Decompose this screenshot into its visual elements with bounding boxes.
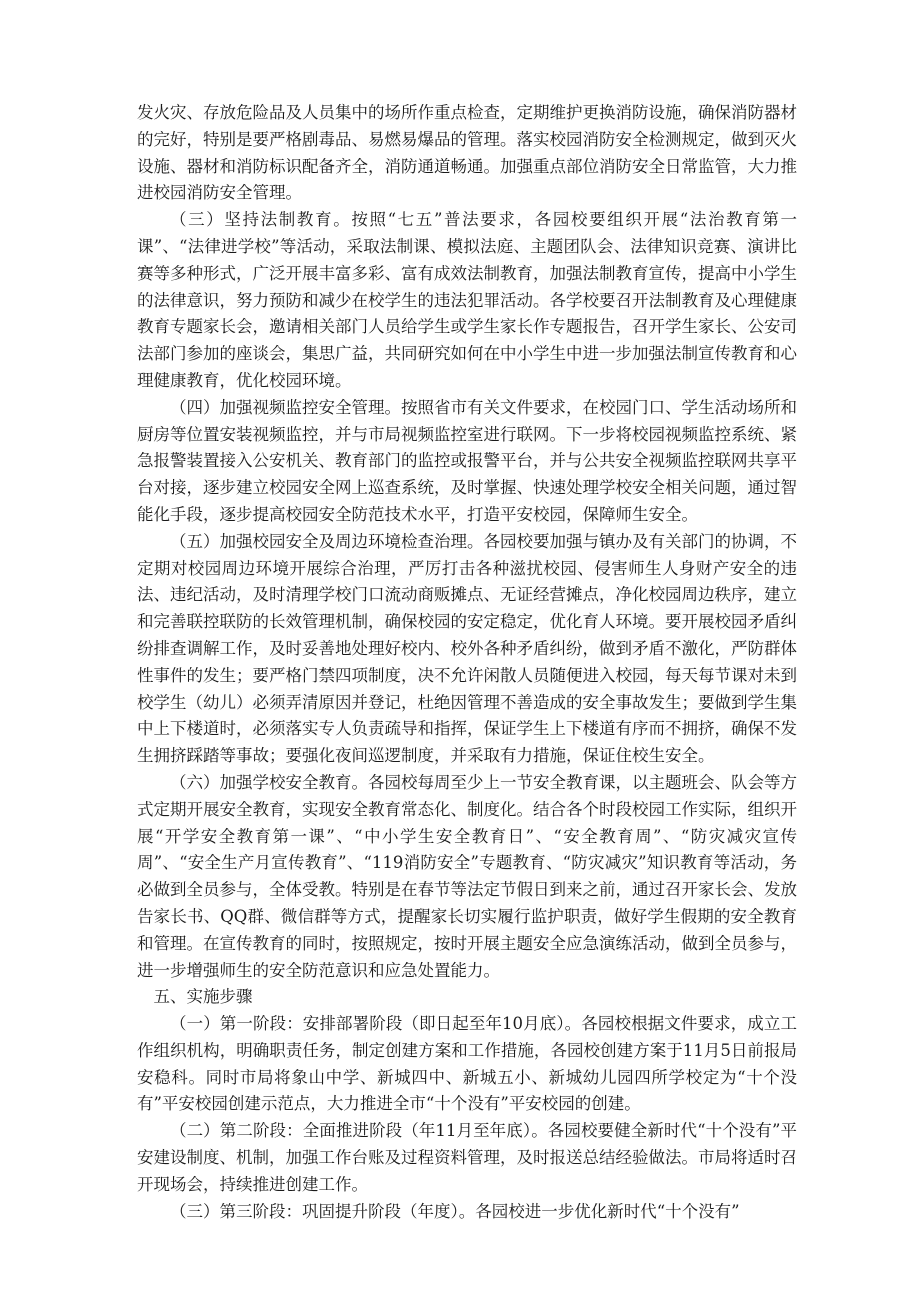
- paragraph-campus-environment: （五）加强校园安全及周边环境检查治理。各园校要加强与镇办及有关部门的协调，不定期对校园周边环境开展综合治理，严厉打击各种滋扰校园、侵害师生人身财产安全的违法、违纪活动，及时清理学校门口流动商贩摊点、无证经营摊点，净化校园周边秩序，建立和完善联控联防的长效管理机制，确保校园的安定稳定，优化育人环境。要开展校园矛盾纠纷排查调解工作，及时妥善地处理好校内、校外各种矛盾纠纷，做到矛盾不激化，严防群体性事件的发生；要严格门禁四项制度，决不允许闲散人员随便进入校园，每天每节课对未到校学生（幼儿）必须弄清原因并登记，杜绝因管理不善造成的安全事故发生；要做到学生集中上下楼道时，必须落实专人负责疏导和指挥，保证学生上下楼道有序而不拥挤，确保不发生拥挤踩踏等事故；要强化夜间巡逻制度，并采取有力措施，保证住校生安全。: [137, 531, 797, 766]
- paragraph-stage-two: （二）第二阶段：全面推进阶段（年11月至年底）。各园校要健全新时代“十个没有”平安建设制度、机制，加强工作台账及过程资料管理，及时报送总结经验做法。市局将适时召开现场会，持续推进创建工作。: [137, 1121, 797, 1194]
- paragraph-safety-education: （六）加强学校安全教育。各园校每周至少上一节安全教育课，以主题班会、队会等方式定期开展安全教育，实现安全教育常态化、制度化。结合各个时段校园工作实际，组织开展“开学安全教育第一课”、“中小学生安全教育日”、“安全教育周”、“防灾减灾宣传周”、“安全生产月宣传教育”、“119消防安全”专题教育、“防灾减灾”知识教育等活动，务必做到全员参与，全体受教。特别是在春节等法定节假日到来之前，通过召开家长会、发放告家长书、QQ群、微信群等方式，提醒家长切实履行监护职责，做好学生假期的安全教育和管理。在宣传教育的同时，按照规定，按时开展主题安全应急演练活动，做到全员参与，进一步增强师生的安全防范意识和应急处置能力。: [137, 772, 797, 980]
- document-body: [137, 100, 797, 1225]
- section-heading-implementation-steps: 五、实施步骤: [153, 987, 253, 1007]
- paragraph-legal-education: （三）坚持法制教育。按照“七五”普法要求，各园校要组织开展“法治教育第一课”、“法律进学校”等活动，采取法制课、模拟法庭、主题团队会、法律知识竞赛、演讲比赛等多种形式，广泛开展丰富多彩、富有成效法制教育，加强法制教育宣传，提高中小学生的法律意识，努力预防和减少在校学生的违法犯罪活动。各学校要召开法制教育及心理健康教育专题家长会，邀请相关部门人员给学生或学生家长作专题报告，召开学生家长、公安司法部门参加的座谈会，集思广益，共同研究如何在中小学生中进一步加强法制宣传教育和心理健康教育，优化校园环境。: [137, 210, 797, 390]
- paragraph-video-surveillance: （四）加强视频监控安全管理。按照省市有关文件要求，在校园门口、学生活动场所和厨房等位置安装视频监控，并与市局视频监控室进行联网。下一步将校园视频监控系统、紧急报警装置接入公安机关、教育部门的监控或报警平台，并与公共安全视频监控联网共享平台对接，逐步建立校园安全网上巡查系统，及时掌握、快速处理学校安全相关问题，通过智能化手段，逐步提高校园安全防范技术水平，打造平安校园，保障师生安全。: [137, 397, 797, 524]
- paragraph-stage-one: （一）第一阶段：安排部署阶段（即日起至年10月底）。各园校根据文件要求，成立工作组织机构，明确职责任务，制定创建方案和工作措施，各园校创建方案于11月5日前报局安稳科。同时市局将象山中学、新城四中、新城五小、新城幼儿园四所学校定为“十个没有”平安校园创建示范点，大力推进全市“十个没有”平安校园的创建。: [137, 1014, 797, 1114]
- paragraph-stage-three: （三）第三阶段：巩固提升阶段（年度）。各园校进一步优化新时代“十个没有”: [170, 1201, 740, 1221]
- paragraph-fire-safety-continuation: 发火灾、存放危险品及人员集中的场所作重点检查，定期维护更换消防设施，确保消防器材的完好，特别是要严格剧毒品、易燃易爆品的管理。落实校园消防安全检测规定，做到灭火设施、器材和消防标识配备齐全，消防通道畅通。加强重点部位消防安全日常监管，大力推进校园消防安全管理。: [137, 103, 797, 203]
